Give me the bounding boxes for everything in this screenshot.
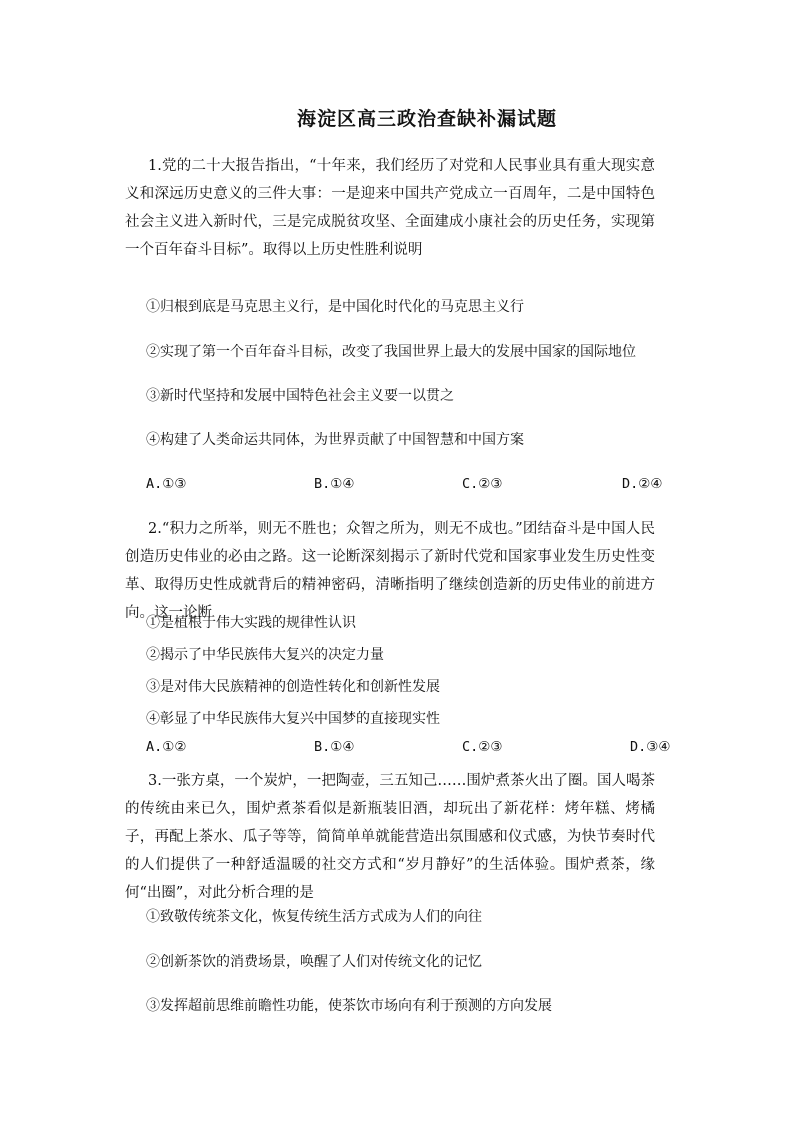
q3-option-2: ②创新茶饮的消费场景，唤醒了人们对传统文化的记忆	[146, 954, 482, 970]
q2-answer-b: B.①④	[314, 739, 355, 755]
q1-option-3: ③新时代坚持和发展中国特色社会主义要一以贯之	[146, 388, 454, 404]
question-3-stem: 3.一张方桌，一个炭炉，一把陶壶，三五知己……围炉煮茶火出了圈。国人喝茶的传统由来已久，围炉煮茶看似是新瓶装旧酒，却玩出了新花样：烤年糕、烤橘子，再配上茶水、瓜子等等，简简单单就能营造出氛围感和仪式感，为快节奏时代的人们提供了一种舒适温暖的社交方式和“岁月静好”的生活体验。围炉煮茶，缘何“出圈”，对此分析合理的是	[125, 773, 655, 901]
q1-option-1: ①归根到底是马克思主义行，是中国化时代化的马克思主义行	[146, 299, 524, 315]
q1-option-4: ④构建了人类命运共同体，为世界贡献了中国智慧和中国方案	[146, 432, 524, 448]
q3-option-1: ①致敬传统茶文化，恢复传统生活方式成为人们的向往	[146, 909, 482, 925]
q1-option-2: ②实现了第一个百年奋斗目标，改变了我国世界上最大的发展中国家的国际地位	[146, 344, 636, 360]
q2-option-4: ④彰显了中华民族伟大复兴中国梦的直接现实性	[146, 711, 440, 727]
q2-option-1: ①是植根于伟大实践的规律性认识	[146, 615, 356, 631]
q2-answer-a: A.①②	[146, 739, 187, 755]
q1-answer-d: D.②④	[622, 476, 663, 492]
q2-option-2: ②揭示了中华民族伟大复兴的决定力量	[146, 647, 384, 663]
q2-answer-c: C.②③	[462, 739, 503, 755]
q2-option-3: ③是对伟大民族精神的创造性转化和创新性发展	[146, 679, 440, 695]
q2-answer-d: D.③④	[630, 739, 671, 755]
question-1-stem: 1.党的二十大报告指出，“十年来，我们经历了对党和人民事业具有重大现实意义和深远历史意义的三件大事：一是迎来中国共产党成立一百周年，二是中国特色社会主义进入新时代，三是完成脱贫攻坚、全面建成小康社会的历史任务，实现第一个百年奋斗目标”。取得以上历史性胜利说明	[125, 158, 655, 258]
question-2-stem: 2.“积力之所举，则无不胜也；众智之所为，则无不成也。”团结奋斗是中国人民创造历史伟业的必由之路。这一论断深刻揭示了新时代党和国家事业发生历史性变革、取得历史性成就背后的精神密码，清晰指明了继续创造新的历史伟业的前进方向。这一论断	[125, 521, 655, 621]
q1-answer-b: B.①④	[314, 476, 355, 492]
page-title: 海淀区高三政治查缺补漏试题	[296, 108, 557, 130]
q3-option-3: ③发挥超前思维前瞻性功能，使茶饮市场向有利于预测的方向发展	[146, 998, 552, 1014]
q1-answer-a: A.①③	[146, 476, 187, 492]
q1-answer-c: C.②③	[462, 476, 503, 492]
